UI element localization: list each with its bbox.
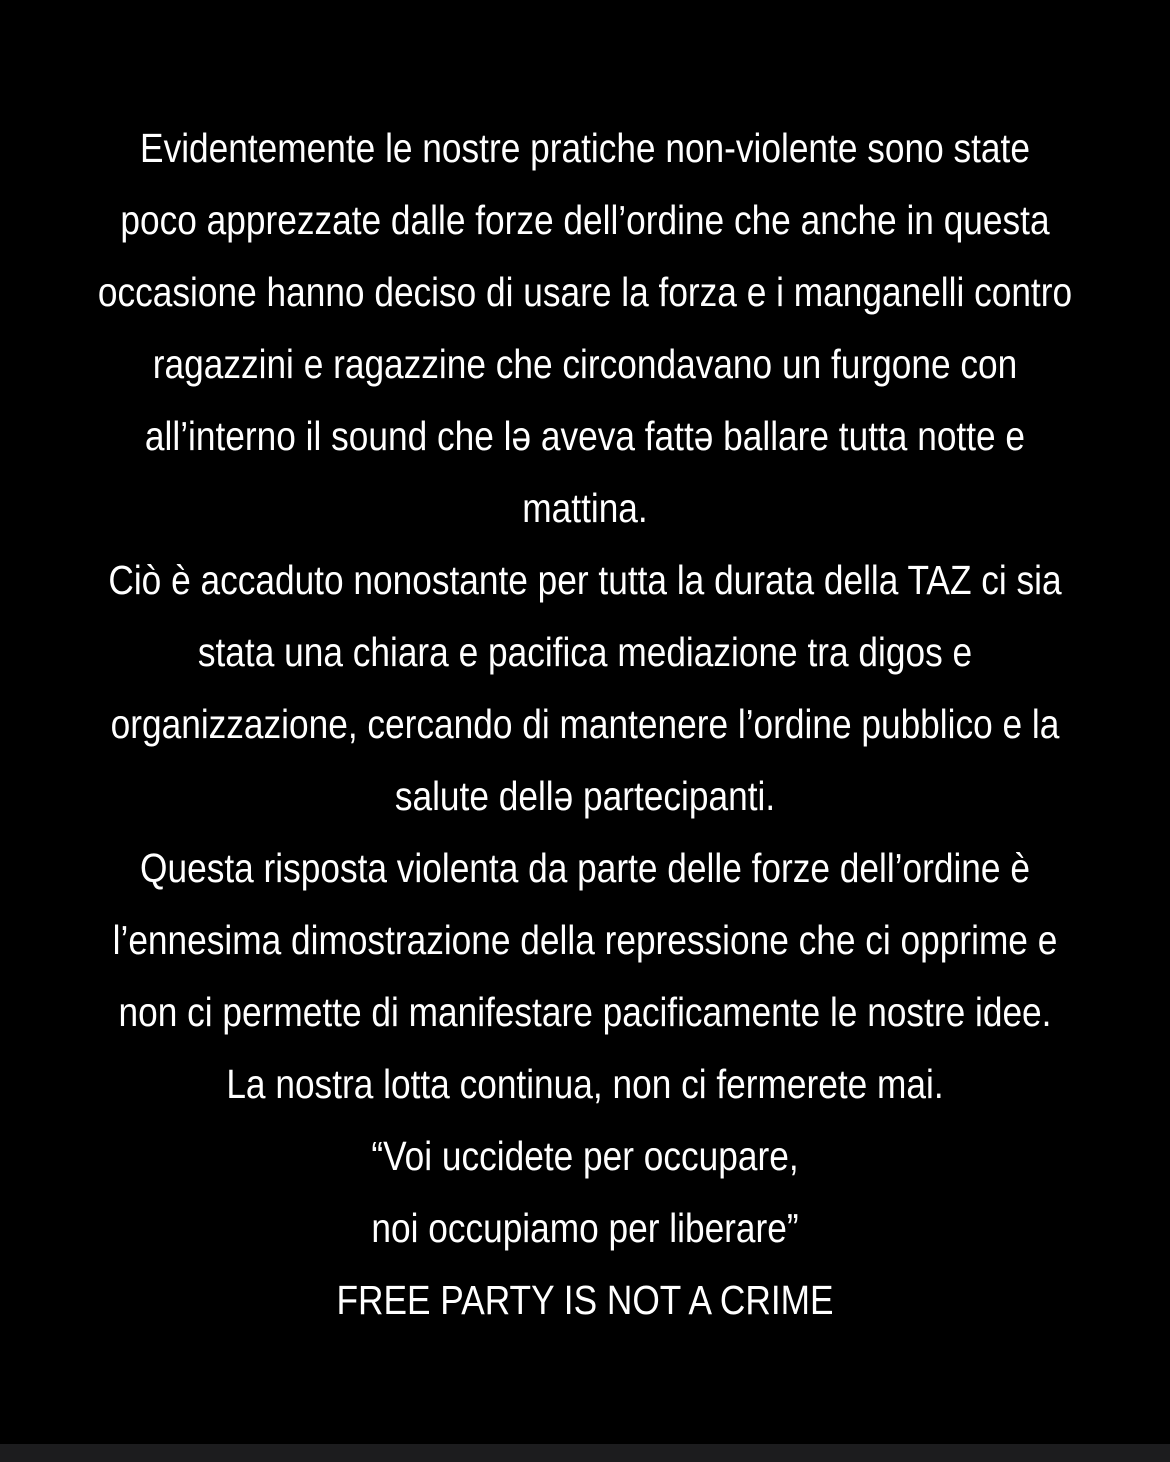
bottom-bar [0,1444,1170,1462]
statement-line: non ci permette di manifestare pacificamente le nostre idee. [118,989,1052,1035]
statement-line: l’ennesima dimostrazione della repressione che ci opprime e [112,917,1058,963]
quote-line: noi occupiamo per liberare” [371,1205,799,1251]
quote-line: “Voi uccidete per occupare, [371,1133,799,1179]
statement-line: mattina. [522,485,648,531]
slogan-line: FREE PARTY IS NOT A CRIME [336,1277,834,1323]
statement-line: all’interno il sound che lə aveva fattə ballare tutta notte e [144,413,1026,459]
statement-line: salute dellə partecipanti. [394,773,776,819]
statement-line: stata una chiara e pacifica mediazione tra digos e [197,629,973,675]
statement-line: La nostra lotta continua, non ci fermerete mai. [226,1061,944,1107]
statement-line: Evidentemente le nostre pratiche non-violente sono state [140,125,1030,171]
statement-line: ragazzini e ragazzine che circondavano un furgone con [152,341,1018,387]
statement-line: Questa risposta violenta da parte delle forze dell’ordine è [140,845,1030,891]
statement-line: occasione hanno deciso di usare la forza e i manganelli contro [97,269,1073,315]
statement-line: Ciò è accaduto nonostante per tutta la durata della TAZ ci sia [108,557,1062,603]
statement-line: poco apprezzate dalle forze dell’ordine che anche in questa [120,197,1050,243]
statement-line: organizzazione, cercando di mantenere l’ordine pubblico e la [110,701,1060,747]
statement-text-block [0,112,1170,1336]
